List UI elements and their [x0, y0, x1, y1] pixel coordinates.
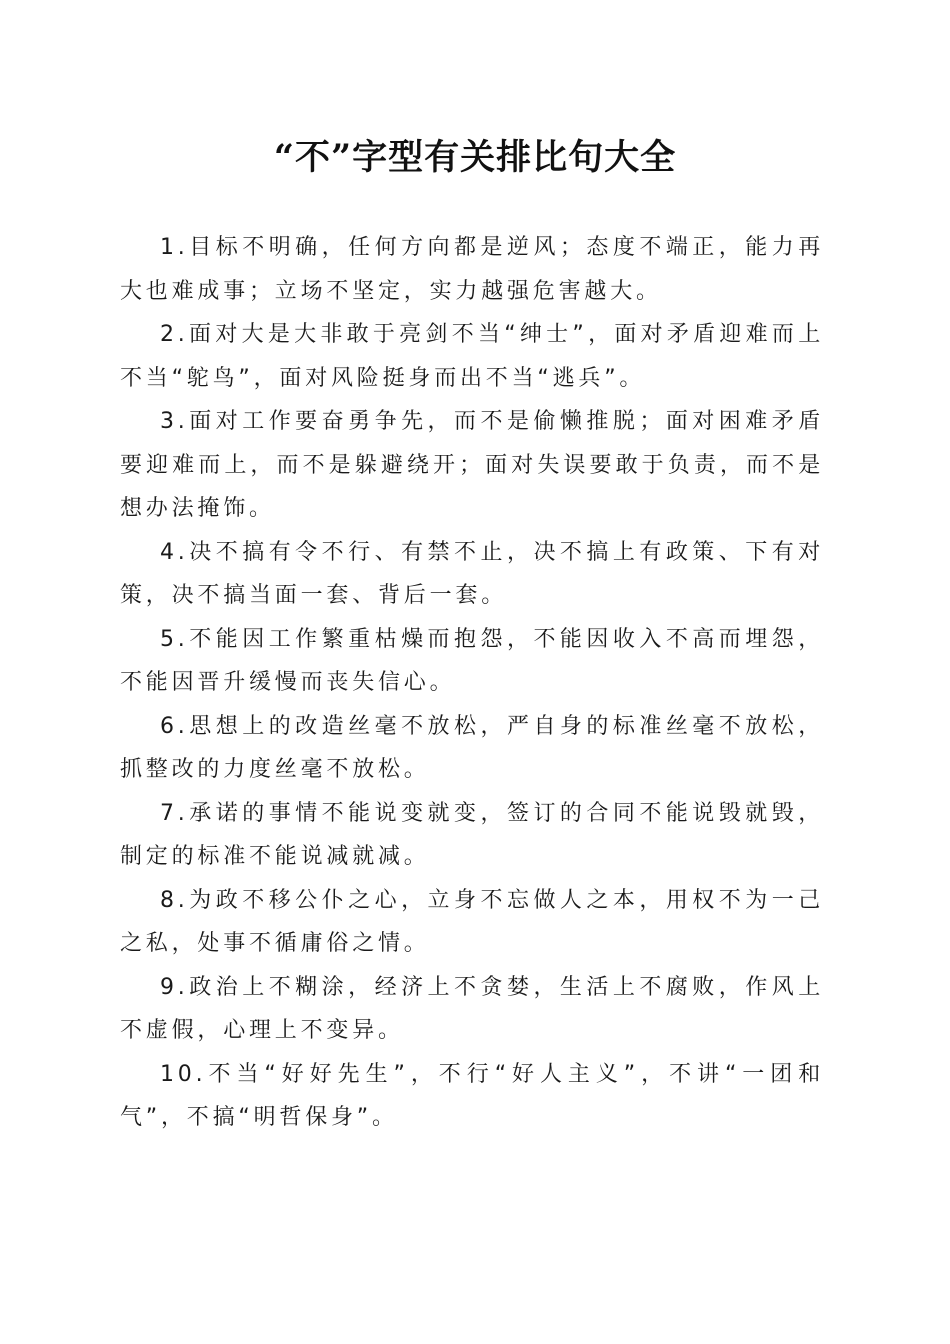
list-item-text: 8.为政不移公仆之心，立身不忘做人之本，用权不为一己之私，处事不循庸俗之情。	[120, 887, 824, 956]
list-item-text: 5.不能因工作繁重枯燥而抱怨，不能因收入不高而埋怨，不能因晋升缓慢而丧失信心。	[120, 626, 824, 695]
list-item-text: 6.思想上的改造丝毫不放松，严自身的标准丝毫不放松，抓整改的力度丝毫不放松。	[120, 713, 824, 782]
list-item-text: 7.承诺的事情不能说变就变，签订的合同不能说毁就毁，制定的标准不能说减就减。	[120, 800, 824, 869]
list-item-9	[120, 966, 824, 1053]
list-item-6	[120, 705, 824, 792]
list-item-text: 3.面对工作要奋勇争先，而不是偷懒推脱；面对困难矛盾要迎难而上，而不是躲避绕开；面对失误要敢于负责，而不是想办法掩饰。	[120, 409, 824, 521]
list-item-text: 9.政治上不糊涂，经济上不贪婪，生活上不腐败，作风上不虚假，心理上不变异。	[120, 974, 824, 1043]
list-item-2	[120, 313, 824, 400]
document-title: “不”字型有关排比句大全	[273, 137, 677, 178]
list-item-text: 1.目标不明确，任何方向都是逆风；态度不端正，能力再大也难成事；立场不坚定，实力越强危害越大。	[120, 235, 824, 304]
list-item-text: 10.不当“好好先生”，不行“好人主义”，不讲“一团和气”，不搞“明哲保身”。	[120, 1061, 824, 1130]
list-item-text: 2.面对大是大非敢于亮剑不当“绅士”，面对矛盾迎难而上不当“鸵鸟”，面对风险挺身而出不当“逃兵”。	[120, 322, 824, 391]
list-item-text: 4.决不搞有令不行、有禁不止，决不搞上有政策、下有对策，决不搞当面一套、背后一套。	[120, 539, 824, 608]
list-item-4	[120, 531, 824, 618]
list-item-5	[120, 618, 824, 705]
list-item-7	[120, 792, 824, 879]
list-item-1	[120, 226, 824, 313]
document-body	[120, 226, 824, 1140]
list-item-10	[120, 1053, 824, 1140]
list-item-3	[120, 400, 824, 531]
list-item-8	[120, 879, 824, 966]
